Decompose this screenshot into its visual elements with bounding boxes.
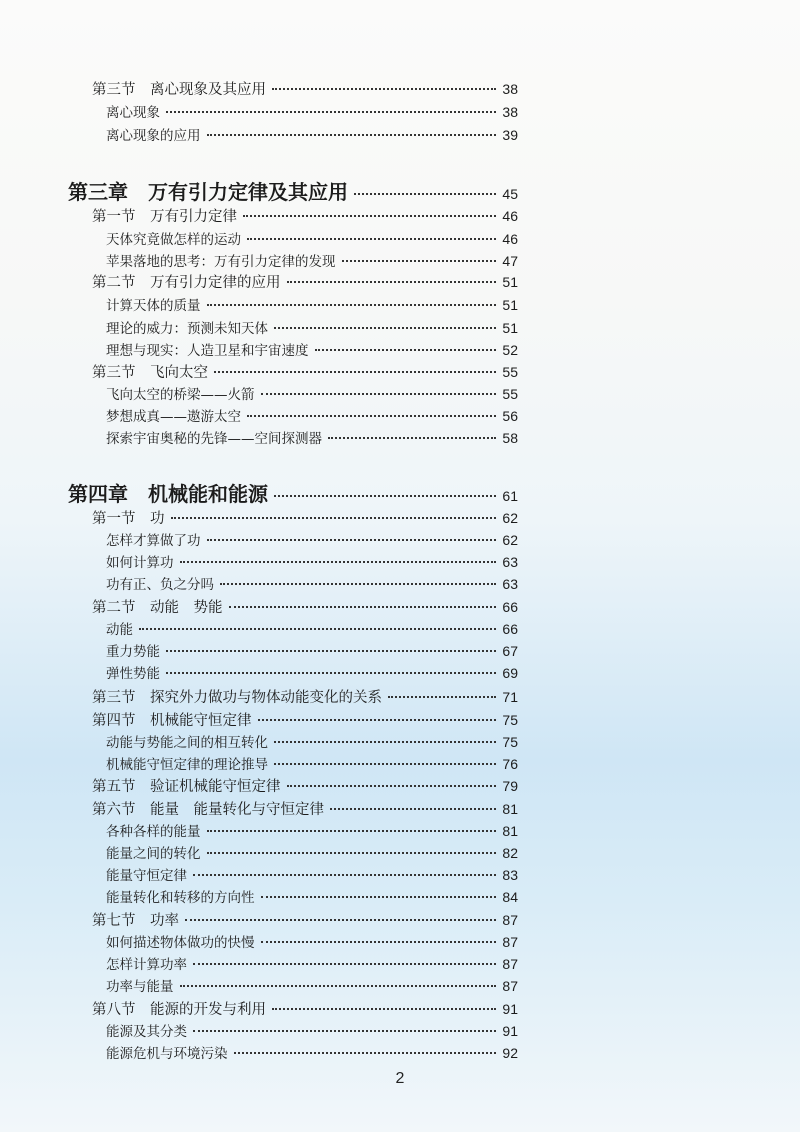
dot-leader	[287, 785, 497, 787]
dot-leader	[229, 606, 497, 608]
toc-entry-page: 55	[502, 386, 518, 402]
page-number: 2	[395, 1070, 405, 1087]
toc-sub-entry[interactable]	[106, 101, 518, 121]
toc-entry-title: 第六节 能量 能量转化与守恒定律	[92, 802, 324, 818]
toc-entry-title: 理想与现实：人造卫星和宇宙速度	[106, 343, 309, 359]
toc-section-entry[interactable]	[92, 596, 518, 617]
toc-entry-page: 87	[502, 912, 518, 928]
toc-entry-title: 天体究竟做怎样的运动	[106, 232, 241, 248]
dot-leader	[247, 238, 496, 240]
dot-leader	[274, 763, 496, 765]
toc-sub-entry[interactable]	[106, 405, 518, 425]
dot-leader	[207, 304, 497, 306]
dot-leader	[166, 111, 496, 113]
toc-entry-page: 51	[502, 274, 518, 290]
toc-entry-title: 第二节 动能 势能	[92, 600, 223, 616]
toc-entry-title: 离心现象的应用	[106, 128, 201, 144]
toc-entry-page: 91	[502, 1023, 518, 1039]
dot-leader	[207, 852, 497, 854]
toc-entry-title: 功率与能量	[106, 979, 174, 995]
toc-entry-title: 第四章 机械能和能源	[68, 482, 268, 506]
toc-entry-page: 52	[502, 342, 518, 358]
dot-leader	[272, 1008, 496, 1010]
toc-entry-page: 62	[502, 532, 518, 548]
toc-sub-entry[interactable]	[106, 294, 518, 314]
toc-entry-page: 56	[502, 408, 518, 424]
dot-leader	[388, 696, 496, 698]
toc-entry-page: 92	[502, 1045, 518, 1061]
dot-leader	[272, 88, 496, 90]
toc-entry-title: 第二节 万有引力定律的应用	[92, 275, 281, 291]
dot-leader	[207, 539, 497, 541]
toc-section-entry[interactable]	[92, 205, 518, 226]
toc-entry-page: 83	[502, 867, 518, 883]
toc-entry-title: 计算天体的质量	[106, 298, 201, 314]
toc-sub-entry[interactable]	[106, 529, 518, 549]
toc-entry-title: 能量之间的转化	[106, 846, 201, 862]
toc-entry-page: 47	[502, 253, 518, 269]
toc-section-entry[interactable]	[92, 271, 518, 292]
toc-section-entry[interactable]	[92, 798, 518, 819]
toc-chapter-entry[interactable]	[68, 478, 518, 507]
toc-sub-entry[interactable]	[106, 753, 518, 773]
toc-section-entry[interactable]	[92, 78, 518, 99]
toc-entry-title: 第三章 万有引力定律及其应用	[68, 180, 348, 204]
toc-entry-title: 离心现象	[106, 105, 160, 121]
toc-entry-title: 苹果落地的思考：万有引力定律的发现	[106, 254, 336, 270]
toc-entry-title: 第一节 功	[92, 511, 165, 527]
toc-sub-entry[interactable]	[106, 820, 518, 840]
dot-leader	[207, 830, 497, 832]
toc-entry-title: 飞向太空的桥梁——火箭	[106, 387, 255, 403]
dot-leader	[261, 393, 497, 395]
dot-leader	[261, 941, 497, 943]
toc-entry-page: 79	[502, 778, 518, 794]
toc-entry-page: 58	[502, 430, 518, 446]
toc-section-entry[interactable]	[92, 686, 518, 707]
toc-entry-page: 76	[502, 756, 518, 772]
toc-entry-title: 第三节 探究外力做功与物体动能变化的关系	[92, 690, 382, 706]
toc-entry-page: 75	[502, 712, 518, 728]
toc-entry-title: 能源及其分类	[106, 1024, 187, 1040]
toc-entry-title: 动能	[106, 622, 133, 638]
toc-section-entry[interactable]	[92, 775, 518, 796]
dot-leader	[171, 517, 497, 519]
toc-entry-page: 81	[502, 801, 518, 817]
toc-sub-entry[interactable]	[106, 975, 518, 995]
toc-sub-entry[interactable]	[106, 662, 518, 682]
dot-leader	[287, 281, 497, 283]
toc-sub-entry[interactable]	[106, 551, 518, 571]
toc-sub-entry[interactable]	[106, 124, 518, 144]
toc-sub-entry[interactable]	[106, 339, 518, 359]
toc-entry-title: 第五节 验证机械能守恒定律	[92, 779, 281, 795]
toc-entry-page: 51	[502, 320, 518, 336]
toc-sub-entry[interactable]	[106, 1020, 518, 1040]
toc-sub-entry[interactable]	[106, 228, 518, 248]
toc-entry-title: 第三节 离心现象及其应用	[92, 82, 266, 98]
toc-section-entry[interactable]	[92, 709, 518, 730]
toc-sub-entry[interactable]	[106, 1042, 518, 1062]
dot-leader	[193, 874, 496, 876]
toc-entry-title: 弹性势能	[106, 666, 160, 682]
toc-entry-title: 第三节 飞向太空	[92, 365, 208, 381]
toc-entry-page: 38	[502, 81, 518, 97]
toc-entry-title: 怎样计算功率	[106, 957, 187, 973]
toc-entry-page: 84	[502, 889, 518, 905]
toc-entry-page: 87	[502, 978, 518, 994]
toc-entry-title: 理论的威力：预测未知天体	[106, 321, 268, 337]
toc-entry-page: 46	[502, 208, 518, 224]
toc-entry-page: 66	[502, 621, 518, 637]
dot-leader	[243, 215, 496, 217]
dot-leader	[207, 134, 497, 136]
toc-entry-page: 91	[502, 1001, 518, 1017]
toc-entry-page: 45	[502, 186, 518, 202]
dot-leader	[315, 349, 497, 351]
toc-sub-entry[interactable]	[106, 250, 518, 270]
toc-sub-entry[interactable]	[106, 317, 518, 337]
toc-section-entry[interactable]	[92, 507, 518, 528]
toc-entry-title: 动能与势能之间的相互转化	[106, 735, 268, 751]
toc-sub-entry[interactable]	[106, 931, 518, 951]
toc-entry-title: 能量转化和转移的方向性	[106, 890, 255, 906]
toc-entry-title: 第七节 功率	[92, 913, 179, 929]
toc-entry-title: 重力势能	[106, 644, 160, 660]
toc-entry-page: 87	[502, 956, 518, 972]
toc-entry-title: 探索宇宙奥秘的先锋——空间探测器	[106, 431, 322, 447]
toc-entry-title: 功有正、负之分吗	[106, 577, 214, 593]
toc-entry-title: 第一节 万有引力定律	[92, 209, 237, 225]
dot-leader	[247, 415, 496, 417]
toc-sub-entry[interactable]	[106, 864, 518, 884]
toc-entry-title: 梦想成真——遨游太空	[106, 409, 241, 425]
dot-leader	[342, 260, 497, 262]
toc-sub-entry[interactable]	[106, 427, 518, 447]
toc-entry-title: 怎样才算做了功	[106, 533, 201, 549]
toc-sub-entry[interactable]	[106, 383, 518, 403]
toc-sub-entry[interactable]	[106, 573, 518, 593]
toc-entry-page: 66	[502, 599, 518, 615]
toc-entry-title: 第八节 能源的开发与利用	[92, 1002, 266, 1018]
dot-leader	[166, 672, 496, 674]
dot-leader	[193, 1030, 496, 1032]
toc-entry-page: 87	[502, 934, 518, 950]
toc-entry-title: 机械能守恒定律的理论推导	[106, 757, 268, 773]
dot-leader	[274, 495, 496, 497]
toc-section-entry[interactable]	[92, 361, 518, 382]
toc-entry-page: 71	[502, 689, 518, 705]
dot-leader	[354, 193, 496, 195]
dot-leader	[330, 808, 496, 810]
dot-leader	[180, 561, 497, 563]
dot-leader	[139, 628, 496, 630]
toc-entry-title: 能源危机与环境污染	[106, 1046, 228, 1062]
dot-leader	[193, 963, 496, 965]
toc-entry-page: 62	[502, 510, 518, 526]
dot-leader	[328, 437, 496, 439]
toc-entry-page: 81	[502, 823, 518, 839]
toc-section-entry[interactable]	[92, 909, 518, 930]
toc-entry-title: 各种各样的能量	[106, 824, 201, 840]
dot-leader	[214, 371, 496, 373]
toc-entry-page: 51	[502, 297, 518, 313]
dot-leader	[261, 896, 497, 898]
toc-entry-page: 67	[502, 643, 518, 659]
dot-leader	[185, 919, 496, 921]
toc-entry-title: 如何描述物体做功的快慢	[106, 935, 255, 951]
toc-entry-title: 第四节 机械能守恒定律	[92, 713, 252, 729]
toc-sub-entry[interactable]	[106, 953, 518, 973]
toc-entry-page: 63	[502, 576, 518, 592]
toc-entry-page: 46	[502, 231, 518, 247]
toc-entry-title: 能量守恒定律	[106, 868, 187, 884]
toc-entry-page: 75	[502, 734, 518, 750]
toc-chapter-entry[interactable]	[68, 176, 518, 205]
toc-entry-page: 82	[502, 845, 518, 861]
dot-leader	[180, 985, 497, 987]
dot-leader	[220, 583, 496, 585]
toc-entry-title: 如何计算功	[106, 555, 174, 571]
toc-entry-page: 69	[502, 665, 518, 681]
dot-leader	[234, 1052, 497, 1054]
dot-leader	[274, 741, 496, 743]
dot-leader	[166, 650, 496, 652]
toc-section-entry[interactable]	[92, 998, 518, 1019]
toc-entry-page: 38	[502, 104, 518, 120]
toc-entry-page: 61	[502, 488, 518, 504]
toc-sub-entry[interactable]	[106, 886, 518, 906]
toc-entry-page: 39	[502, 127, 518, 143]
toc-sub-entry[interactable]	[106, 640, 518, 660]
toc-sub-entry[interactable]	[106, 731, 518, 751]
toc-sub-entry[interactable]	[106, 842, 518, 862]
dot-leader	[258, 719, 497, 721]
toc-entry-page: 63	[502, 554, 518, 570]
dot-leader	[274, 327, 496, 329]
toc-entry-page: 55	[502, 364, 518, 380]
toc-sub-entry[interactable]	[106, 618, 518, 638]
